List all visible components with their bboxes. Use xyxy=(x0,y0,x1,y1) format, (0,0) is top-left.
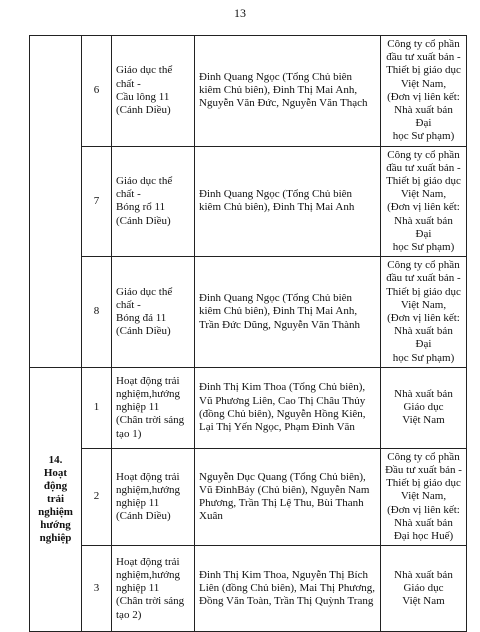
book-title: Giáo dục thể chất - Bóng đá 11 (Cánh Diều) xyxy=(116,285,173,338)
book-title-cell xyxy=(112,257,195,368)
book-title: Hoạt động trải nghiệm,hướng nghiệp 11 (Chân trời sáng tạo 2) xyxy=(116,555,185,621)
table-row xyxy=(30,448,467,545)
stt-cell: 1 xyxy=(82,367,112,448)
subject-label: 14. Hoạt động trải nghiệm hướng nghiệp xyxy=(38,454,73,545)
authors-cell: Đinh Thị Kim Thoa (Tổng Chủ biên), Vũ Phương Liên, Cao Thị Châu Thủy (đồng Chủ biên), Nguyễn Hồng Kiên, Lại Thị Yến Ngọc, Phạm Đình Văn xyxy=(195,367,381,448)
authors-cell: Đinh Quang Ngọc (Tổng Chủ biên kiêm Chủ biên), Đinh Thị Mai Anh, Nguyễn Văn Đức, Nguyễn Văn Thạch xyxy=(195,36,381,147)
book-title-cell xyxy=(112,36,195,147)
book-title-cell xyxy=(112,546,195,632)
authors-cell: Đinh Quang Ngọc (Tổng Chủ biên kiêm Chủ biên), Đinh Thị Mai Anh xyxy=(195,146,381,257)
textbook-table xyxy=(29,35,467,632)
publisher-text: Công ty cổ phần đầu tư xuất bản - Thiết bị giáo dục Việt Nam, (Đơn vị liên kết: Nhà xuất bản Đại học Sư phạm) xyxy=(386,148,461,254)
publisher-text: Công ty cổ phần Đầu tư xuất bản - Thiết bị giáo dục Việt Nam, (Đơn vị liên kết: Nhà xuất bản Đại học Huế) xyxy=(385,450,462,543)
book-title: Giáo dục thể chất - Cầu lông 11 (Cánh Diều) xyxy=(116,64,173,117)
authors-cell: Nguyễn Dục Quang (Tổng Chủ biên), Vũ ĐìnhBảy (Chủ biên), Nguyễn Nam Phương, Trần Thị Lệ Thu, Bùi Thanh Xuân xyxy=(195,448,381,545)
book-title-cell xyxy=(112,448,195,545)
publisher-cell xyxy=(381,36,467,147)
stt-cell: 2 xyxy=(82,448,112,545)
table-row xyxy=(30,257,467,368)
publisher-cell xyxy=(381,257,467,368)
table-row xyxy=(30,367,467,448)
publisher-cell xyxy=(381,146,467,257)
publisher-cell xyxy=(381,448,467,545)
authors-cell: Đinh Thị Kim Thoa, Nguyễn Thị Bích Liên (đồng Chủ biên), Mai Thị Phương, Đồng Văn Toàn, Trần Thị Quỳnh Trang xyxy=(195,546,381,632)
publisher-text: Nhà xuất bản Giáo dục Việt Nam xyxy=(394,388,453,427)
subject-cell xyxy=(30,367,82,631)
publisher-text: Công ty cổ phần đầu tư xuất bản - Thiết bị giáo dục Việt Nam, (Đơn vị liên kết: Nhà xuất bản Đại học Sư phạm) xyxy=(386,259,461,364)
table-row xyxy=(30,36,467,147)
subject-cell-continued xyxy=(30,36,82,368)
table-row xyxy=(30,146,467,257)
stt-cell: 3 xyxy=(82,546,112,632)
stt-cell: 8 xyxy=(82,257,112,368)
book-title: Hoạt động trải nghiệm,hướng nghiệp 11 (Cánh Diều) xyxy=(116,470,181,523)
authors-cell: Đinh Quang Ngọc (Tổng Chủ biên kiêm Chủ biên), Đinh Thị Mai Anh, Trần Đức Dũng, Nguyễn Văn Thành xyxy=(195,257,381,368)
publisher-text: Nhà xuất bản Giáo dục Việt Nam xyxy=(394,568,453,608)
stt-cell: 7 xyxy=(82,146,112,257)
book-title-cell xyxy=(112,367,195,448)
book-title: Hoạt động trải nghiệm,hướng nghiệp 11 (Chân trời sáng tạo 1) xyxy=(116,374,185,440)
publisher-cell xyxy=(381,546,467,632)
publisher-cell xyxy=(381,367,467,448)
book-title: Giáo dục thể chất - Bóng rổ 11 (Cánh Diều) xyxy=(116,175,173,227)
publisher-text: Công ty cổ phần đầu tư xuất bản - Thiết bị giáo dục Việt Nam, (Đơn vị liên kết: Nhà xuất bản Đại học Sư phạm) xyxy=(386,38,461,143)
page-number: 13 xyxy=(234,6,246,20)
table-row xyxy=(30,546,467,632)
book-title-cell xyxy=(112,146,195,257)
stt-cell: 6 xyxy=(82,36,112,147)
